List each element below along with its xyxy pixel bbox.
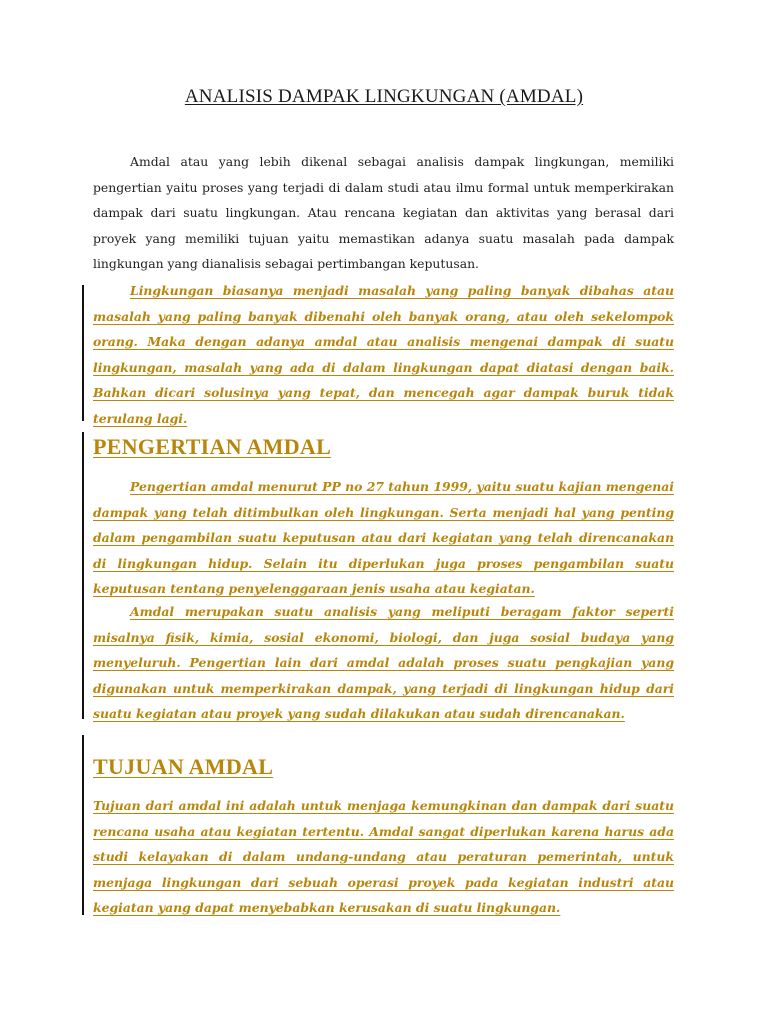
- tujuan-paragraph: Tujuan dari amdal ini adalah untuk menjaga kemungkinan dan dampak dari suatu rencana usaha atau kegiatan tertentu. Amdal sangat diperlukan karena harus ada studi kelayakan di dalam undang-undang atau peraturan pemerintah, untuk menjaga lingkungan dari sebuah operasi proyek pada kegiatan industri atau kegiatan yang dapat menyebabkan kerusakan di suatu lingkungan.: [93, 798, 674, 915]
- document-title: ANALISIS DAMPAK LINGKUNGAN (AMDAL): [184, 86, 584, 107]
- change-bar: [82, 432, 84, 719]
- pengertian-paragraph-2: Amdal merupakan suatu analisis yang meliputi beragam faktor seperti misalnya fisik, kimia, sosial ekonomi, biologi, dan juga sosial budaya yang menyeluruh. Pengertian lain dari amdal adalah proses suatu pengkajian yang digunakan untuk memperkirakan dampak, yang terjadi di lingkungan hidup dari suatu kegiatan atau proyek yang sudah dilakukan atau sudah direncanakan.: [93, 604, 674, 721]
- change-bar: [82, 285, 84, 421]
- section-heading-tujuan: TUJUAN AMDAL: [93, 754, 274, 779]
- change-bar: [82, 735, 84, 915]
- section-heading-pengertian: PENGERTIAN AMDAL: [93, 434, 332, 459]
- intro-paragraph: Amdal atau yang lebih dikenal sebagai analisis dampak lingkungan, memiliki pengertian yaitu proses yang terjadi di dalam studi atau ilmu formal untuk memperkirakan dampak dari suatu lingkungan. Atau rencana kegiatan dan aktivitas yang berasal dari proyek yang memiliki tujuan yaitu memastikan adanya suatu masalah pada dampak lingkungan yang dianalisis sebagai pertimbangan keputusan.: [93, 154, 674, 271]
- pengertian-paragraph-1: Pengertian amdal menurut PP no 27 tahun 1999, yaitu suatu kajian mengenai dampak yang telah ditimbulkan oleh lingkungan. Serta menjadi hal yang penting dalam pengambilan suatu keputusan atau dari kegiatan yang telah direncanakan di lingkungan hidup. Selain itu diperlukan juga proses pengambilan suatu keputusan tentang penyelenggaraan jenis usaha atau kegiatan.: [93, 479, 674, 596]
- inserted-paragraph: Lingkungan biasanya menjadi masalah yang paling banyak dibahas atau masalah yang paling banyak dibenahi oleh banyak orang, atau oleh sekelompok orang. Maka dengan adanya amdal atau analisis mengenai dampak di suatu lingkungan, masalah yang ada di dalam lingkungan dapat diatasi dengan baik. Bahkan dicari solusinya yang tepat, dan mencegah agar dampak buruk tidak terulang lagi.: [93, 283, 674, 426]
